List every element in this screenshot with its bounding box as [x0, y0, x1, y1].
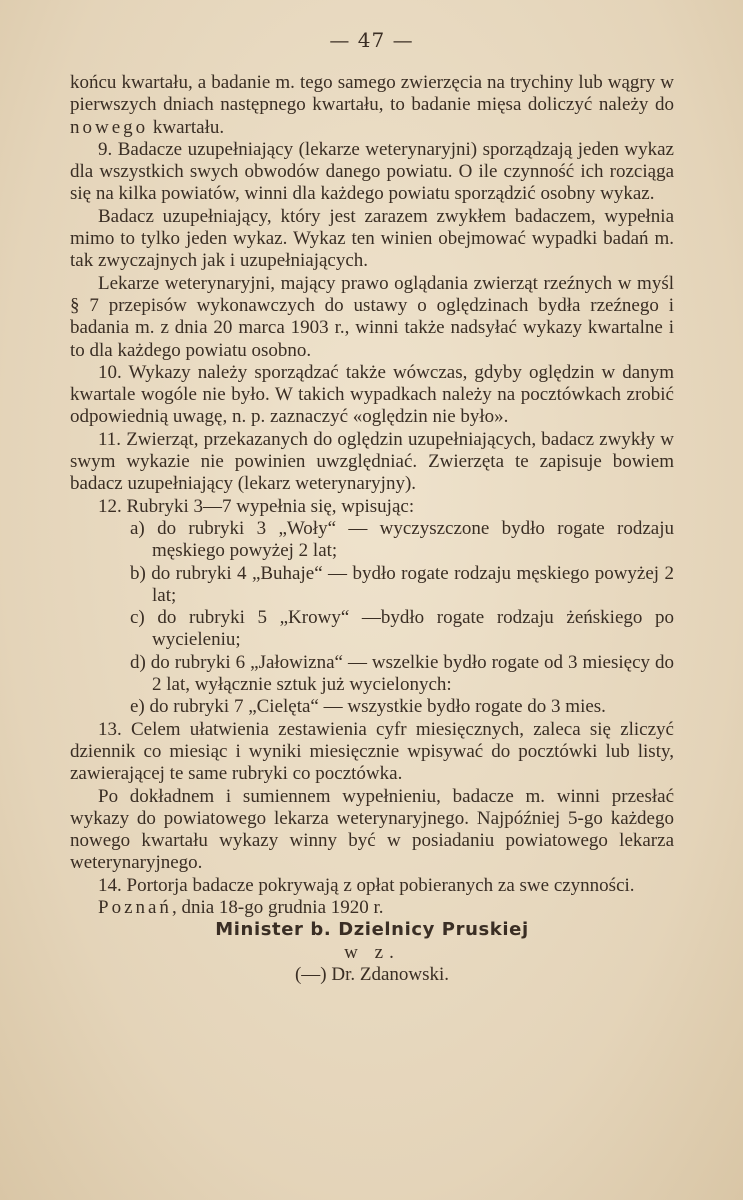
paragraph-po-dokladnem: Po dokładnem i sumiennem wypełnieniu, badacze m. winni przesłać wykazy do powiatowego lekarza weterynaryjnego. Najpóźniej 5-go każdego nowego kwartału wykazy winny być w posiadaniu powiatowego lekarza weterynaryjnego. — [70, 785, 674, 874]
list-item: b) do rubryki 4 „Buhaje“ — bydło rogate rodzaju męskiego powyżej 2 lat; — [130, 562, 674, 606]
signature-title: Minister b. Dzielnicy Pruskiej — [215, 919, 529, 941]
list-item: d) do rubryki 6 „Jałowizna“ — wszelkie bydło rogate od 3 miesięcy do 2 lat, wyłącznie sztuk już wycielonych: — [130, 651, 674, 696]
paragraph-1-text: końcu kwartału, a badanie m. tego samego zwierzęcia na trychiny lub wągry w pierwszych dniach następnego kwartału, to badanie mięsa doliczyć należy do — [70, 72, 674, 116]
paragraph-lekarze: Lekarze weterynaryjni, mający prawo oglądania zwierząt rzeźnych w myśl § 7 przepisów wykonawczych do ustawy o oględzinach bydła rzeźnego i badania m. z dnia 20 marca 1903 r., winni także nadsyłać wykazy kwartalne i to dla każdego powiatu osobno. — [70, 272, 674, 361]
place-date — [70, 897, 674, 919]
paragraph-1 — [70, 72, 674, 139]
list-item: c) do rubryki 5 „Krowy“ —bydło rogate rodzaju żeńskiego po wycieleniu; — [130, 607, 674, 651]
paragraph-badacz: Badacz uzupełniający, który jest zarazem zwykłem badaczem, wypełnia mimo to tylko jeden wykaz. Wykaz ten winien obejmować wypadki badań m. tak zwyczajnych jak i uzupełniających. — [70, 205, 674, 272]
paragraph-12: 12. Rubryki 3—7 wypełnia się, wpisując: — [98, 495, 415, 517]
rubric-list — [130, 518, 674, 719]
paragraph-14: 14. Portorja badacze pokrywają z opłat pobieranych za swe czynności. — [98, 874, 635, 896]
paragraph-9: 9. Badacze uzupełniający (lekarze weterynaryjni) sporządzają jeden wykaz dla wszystkich swych obwodów danego powiatu. O ile czynność ich rozciąga się na kilka powiatów, winni dla każdego powiatu sporządzić osobny wykaz. — [70, 138, 674, 205]
paragraph-1-end: kwartału. — [148, 116, 225, 138]
paragraph-10: 10. Wykazy należy sporządzać także wówczas, gdyby oględzin w danym kwartale wogóle nie było. W takich wypadkach należy na pocztówkach zrobić odpowiednią uwagę, n. p. zaznaczyć «oględzin nie było». — [70, 361, 674, 428]
emphasis-nowego: nowego — [70, 116, 149, 138]
paragraph-11: 11. Zwierząt, przekazanych do oględzin uzupełniających, badacz zwykły w swym wykazie nie powinien uwzględniać. Zwierzęta te zapisuje bowiem badacz uzupełniający (lekarz weterynaryjny). — [70, 428, 674, 495]
list-item: a) do rubryki 3 „Woły“ — wyczyszczone bydło rogate rodzaju męskiego powyżej 2 lat; — [130, 517, 674, 562]
list-item: e) do rubryki 7 „Cielęta“ — wszystkie bydło rogate do 3 mies. — [130, 696, 606, 718]
page-number: — 47 — — [329, 28, 414, 52]
paragraph-13: 13. Celem ułatwienia zestawienia cyfr miesięcznych, zaleca się zliczyć dziennik co miesiąc i wyniki miesięcznie wpisywać do pocztówki lub listy, zawierającej te same rubryki co pocztówka. — [70, 718, 674, 785]
signature-wz: w z. — [344, 941, 400, 963]
signature-name: (—) Dr. Zdanowski. — [294, 963, 450, 985]
body-text — [70, 72, 674, 986]
date-text: , dnia 18-go grudnia 1920 r. — [171, 896, 384, 918]
place-city: Poznań — [98, 896, 172, 918]
